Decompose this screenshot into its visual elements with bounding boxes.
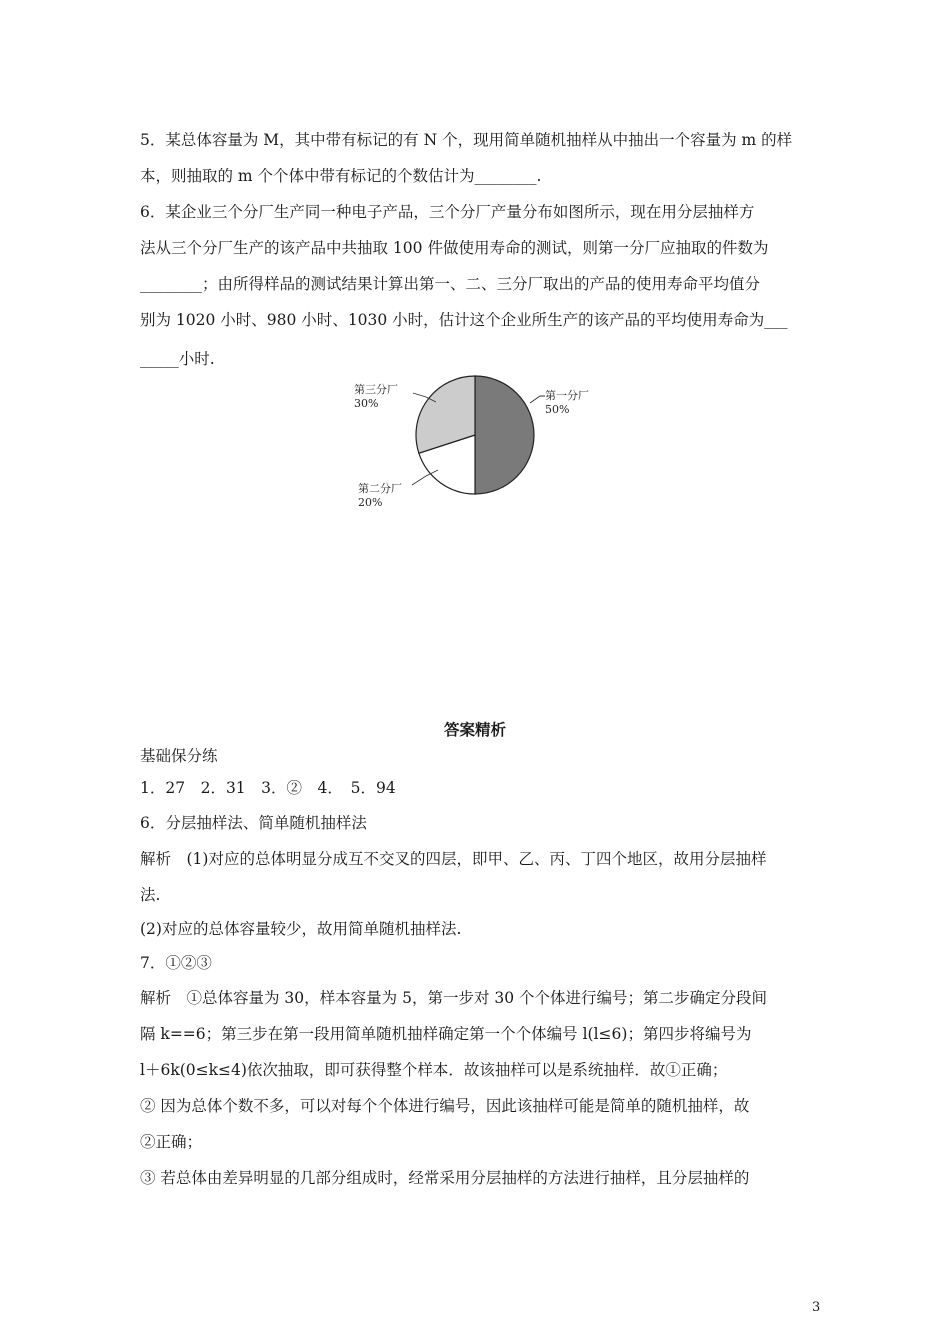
- pie-value-slice-2: 20%: [358, 496, 383, 509]
- q6-line-4: 别为 1020 小时、980 小时、1030 小时，估计这个企业所生产的该产品的平均使用寿命为___: [140, 311, 788, 329]
- answer-7-analysis-4: ② 因为总体个数不多，可以对每个个体进行编号，因此该抽样可能是简单的随机抽样，故: [140, 1097, 750, 1115]
- answer-7-analysis-3: l＋6k(0≤k≤4)依次抽取，即可获得整个样本．故该抽样可以是系统抽样．故①正确；: [140, 1061, 728, 1079]
- answer-7-analysis-5: ②正确；: [140, 1133, 203, 1151]
- answer-title: 答案精析: [443, 720, 506, 739]
- pie-value-slice-3: 30%: [354, 397, 379, 410]
- pie-label-slice-3: 第三分厂: [354, 383, 398, 396]
- q6-line-1: 6．某企业三个分厂生产同一种电子产品，三个分厂产量分布如图所示，现在用分层抽样方: [140, 203, 755, 221]
- answer-7-analysis-2: 隔 k==6；第三步在第一段用简单随机抽样确定第一个个体编号 l(l≤6)；第四步将编号为: [140, 1025, 752, 1043]
- pie-slice-1: [475, 376, 534, 494]
- answer-section: 基础保分练: [140, 747, 218, 765]
- page-number: 3: [812, 1300, 821, 1315]
- pie-label-slice-1: 第一分厂: [545, 389, 589, 402]
- pie-label-slice-2: 第二分厂: [358, 482, 402, 495]
- answer-1-5: 1．27 2．31 3．② 4． 5．94: [140, 779, 396, 797]
- answer-7-analysis-1: 解析 ①总体容量为 30，样本容量为 5，第一步对 30 个个体进行编号；第二步确定分段间: [140, 989, 768, 1007]
- answer-6-analysis-1: 解析 (1)对应的总体明显分成互不交叉的四层，即甲、乙、丙、丁四个地区，故用分层抽样: [140, 850, 767, 868]
- pie-value-slice-1: 50%: [545, 403, 570, 416]
- q6-line-5: _____小时.: [140, 350, 215, 368]
- q5-line-1: 5．某总体容量为 M，其中带有标记的有 N 个，现用简单随机抽样从中抽出一个容量为 m 的样: [140, 131, 793, 149]
- pie-chart: [340, 370, 610, 520]
- q6-line-2: 法从三个分厂生产的该产品中共抽取 100 件做使用寿命的测试，则第一分厂应抽取的件数为: [140, 239, 769, 257]
- answer-7: 7．①②③: [140, 954, 212, 972]
- answer-6: 6．分层抽样法、简单随机抽样法: [140, 814, 367, 832]
- answer-7-analysis-6: ③ 若总体由差异明显的几部分组成时，经常采用分层抽样的方法进行抽样，且分层抽样的: [140, 1169, 750, 1187]
- answer-6-analysis-2: 法.: [140, 886, 161, 904]
- q5-line-2: 本，则抽取的 m 个个体中带有标记的个数估计为________.: [140, 167, 542, 185]
- q6-line-3: ________；由所得样品的测试结果计算出第一、二、三分厂取出的产品的使用寿命平均值分: [140, 275, 761, 293]
- answer-6-analysis-3: (2)对应的总体容量较少，故用简单随机抽样法.: [140, 920, 462, 938]
